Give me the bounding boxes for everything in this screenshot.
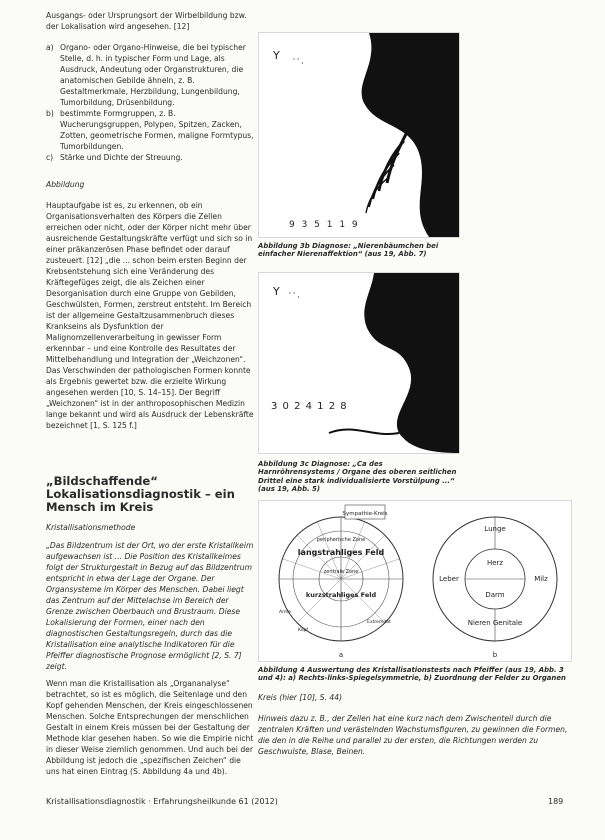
italic-paragraph: „Das Bildzentrum ist der Ort, wo der erste Kristallkeim aufgewachsen ist ... Die Position des Kristallkeimes folgt der Strukturgestalt in Bezug auf das Bildzentrum entspricht in etwa der Lage der Organe. Der Organsysteme im Körper des Menschen. Dabei liegt das Zentrum auf der Mittelachse im Bereich der Grenze zwischen Oberbauch und Brustraum. Diese Lokalisierung der Formen, einer nach den diagnostischen Gestaltungsregeln, durch das die Kristallisation eine analytische Indikatoren für die Pfeiffer diagnostische Prognose ermöglicht [2, S. 7] zeigt. [46,541,254,671]
list-item: a) Organo- oder Organo-Hinweise, die bei typischer Stelle, d. h. in typischer Form und Lage, als Ausdruck, Andeutung oder Organstrukturen, die anatomischen Gebilde ähneln, z. B. Gestaltmerkmale, Herzbildung, Lungenbildung, Tumorbildung, Drüsenbildung. [46,43,246,107]
footer-journal: Kristallisationsdiagnostik · Erfahrungsheilkunde 61 (2012) [46,797,278,806]
svg-text:Kopf: Kopf [298,628,308,633]
italic-paragraph-block [46,540,254,672]
body-paragraph: Hauptaufgabe ist es, zu erkennen, ob ein Organisationsverhalten des Körpers die Zellen erreichen oder nicht, oder der Körper nicht mehr über ausreichende Gestaltungskräfte verfügt und sich so in einer präkanzerösen Phase befindet oder darauf zusteuert. [12] „die ... schon beim ersten Beginn der Krebsentstehung sich eine Veränderung des Kräftegefüges zeigt, die als Zeichen einer Desorganisation durch eine Gruppe von Gebilden, Geschwülsten, Formen, zerstreut entsteht. Im Bereich ist der allgemeine Gestaltzusammenbruch dieses Krankseins als Dysfunktion der Malignomzellenverarbeitung in gewisser Form erkennbar – und eine Kontrolle des Resultates der Mittelbehandlung und Integration der „Weichzonen“. Das Verschwinden der pathologischen Formen konnte als Ergebnis gewertet bzw. die erzielte Wirkung angesehen werden [10, S. 14–15]. Der Begriff „Weichzonen“ ist in der anthroposophischen Medizin lange bekannt und wird als Ausdruck der Lebenskräfte bezeichnet [1, S. 125 f.] [46,201,254,430]
figure-4b [433,517,557,659]
figure-3c-caption: Abbildung 3c Diagnose: „Ca des Harnröhrensystems / Organe des oberen seitlichen Drittel eine stark individualisierte Vorstülpung ...“ (aus 19, Abb. 5) [258,460,457,494]
figure-4a [279,505,403,659]
right-paragraph: Hinweis dazu z. B., der Zellen hat eine kurz nach dem Zwischenteil durch die zentralen Kräften und verästelnden Wachstumsfiguren, zu gewinnen die Formen, die den in die Reihe und parallel zu der ersten, die Richtungen werden zu Geschwulste, Blase, Beinen. [258,714,568,756]
last-paragraph: Wenn man die Kristallisation als „Organanalyse“ betrachtet, so ist es möglich, die Seitenlage und den Kopf gehenden Menschen, der Kreis eingeschlossenen Menschen. Solche Entsprechungen der menschlichen Gestalt in einem Kreis müssen bei der Gestaltung der Methode klar gesehen haben. So wie die Empirie nicht in dieser Weise ziemlich genommen. Und auch bei der Abbildung ist jedoch die „spezifischen Zeichen“ die uns hat einen Eintrag (S. Abbildung 4a und 4b). [46,679,254,776]
figure-3b-caption: Abbildung 3b Diagnose: „Nierenbäumchen bei einfacher Nierenaffektion“ (aus 19, Abb. 7) [258,242,439,259]
figure-3b-number: 9 3 5 1 1 9 [289,220,360,230]
svg-text:Leber: Leber [439,575,459,583]
svg-text:Extremität: Extremität [367,620,391,625]
figure-3c-image [258,272,460,454]
intro-text: Ausgangs- oder Ursprungsort der Wirbelbildung bzw. der Lokalisation wird angesehen. [12] [46,11,247,31]
list-item: b) bestimmte Formgruppen, z. B. Wucherungsgruppen, Polypen, Spitzen, Zacken, Zotten, geometrische Formen, maligne Formtypus, Tumorbildungen. [46,109,254,151]
svg-text:Herz: Herz [486,559,504,567]
figure-4-caption: Abbildung 4 Auswertung des Kristallisationstests nach Pfeiffer (aus 19, Abb. 3 und 4): a) Rechts-links-Spiegelsymmetrie, b) Zuordnung der Felder zu Organen [258,666,566,683]
section-heading-block [46,475,254,533]
page-number: 189 [548,797,564,806]
svg-text:peripherische Zone: peripherische Zone [316,537,366,543]
body-heading: Abbildung [46,180,85,189]
svg-text:Nieren Genitale: Nieren Genitale [467,619,523,627]
sympathy-circle-label: Sympathie-Kreis [342,511,388,517]
crystallization-image [259,33,459,237]
section-heading: „Bildschaffende“ Lokalisationsdiagnostik – ein Mensch im Kreis [46,474,235,514]
svg-text:Y: Y [273,49,280,62]
figure-3c-number: 3 0 2 4 1 2 8 [271,401,348,412]
section-subheading: Kristallisationsmethode [46,523,136,532]
right-reference: Kreis (hier [10], S. 44) [258,693,343,702]
left-column [46,10,254,431]
svg-text:Y: Y [273,285,280,298]
figure-3b-image [258,32,460,238]
svg-text:Arme: Arme [278,610,292,615]
figure-4-svg [259,501,571,661]
right-text-block [258,692,570,757]
short-ray-field-label: kurzstrahliges Feld [305,591,377,599]
list-item: c) Stärke und Dichte der Streuung. [46,153,183,162]
svg-text:Lunge: Lunge [484,525,506,533]
svg-text:' ' ,: ' ' , [289,291,300,299]
svg-text:zentrale Zone: zentrale Zone [323,569,359,575]
svg-text:Milz: Milz [534,575,548,583]
crystallization-image [259,273,459,453]
figure-4-diagram [258,500,572,662]
panel-a-letter: a [338,651,344,659]
last-paragraph-block [46,678,254,777]
svg-text:Darm: Darm [485,591,505,599]
panel-b-letter: b [492,651,498,659]
long-ray-field-label: langstrahliges Feld [297,548,385,557]
criteria-list [46,42,254,163]
svg-text:' ' ,: ' ' , [293,57,304,65]
